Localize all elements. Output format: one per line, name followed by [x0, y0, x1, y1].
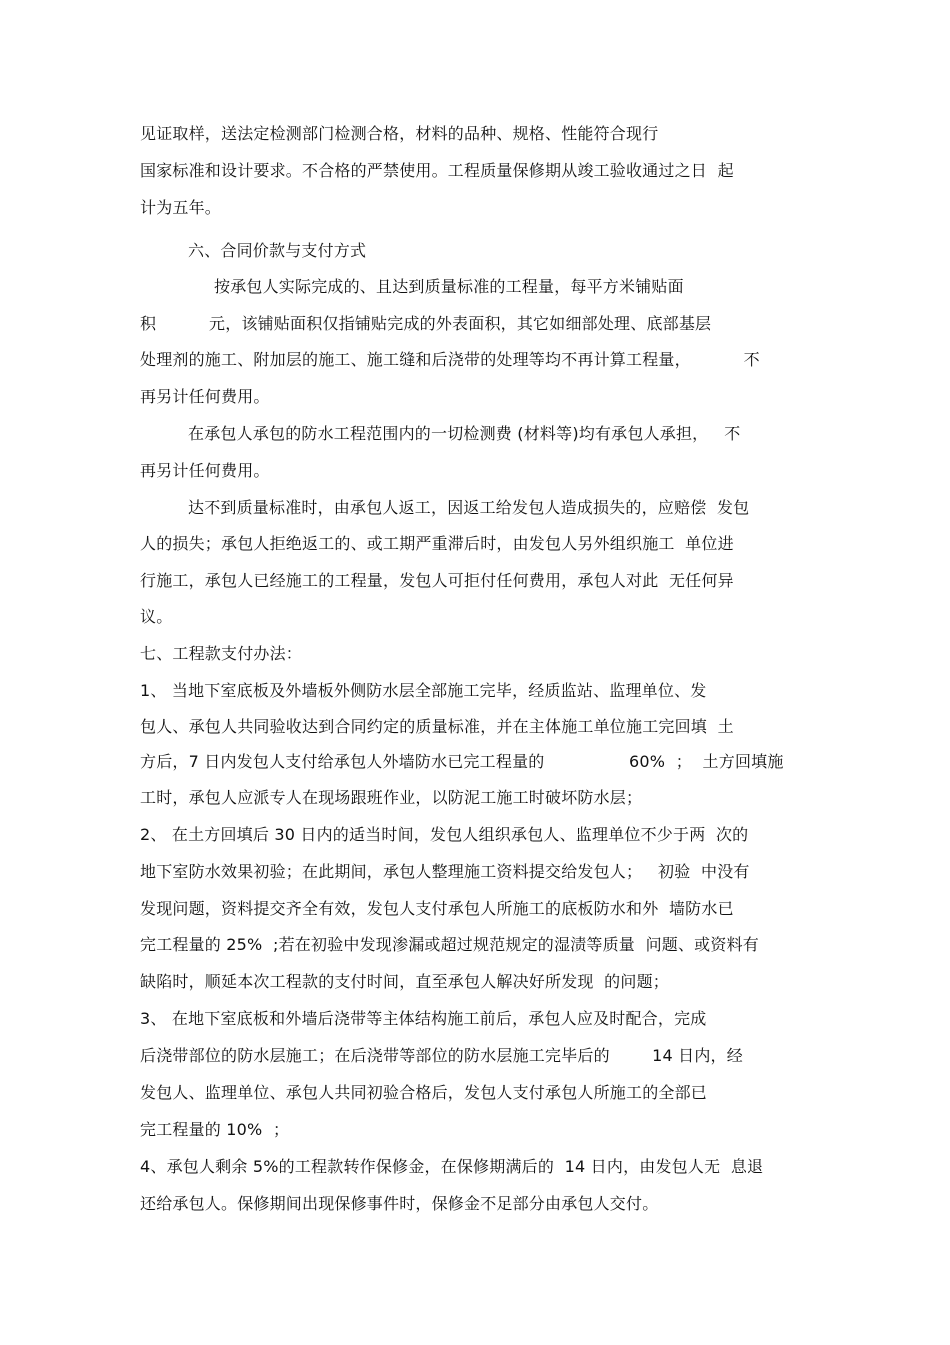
text-line: 后浇带部位的防水层施工；在后浇带等部位的防水层施工完毕后的 14 日内，经 [140, 1046, 743, 1065]
text-line: 缺陷时，顺延本次工程款的支付时间，直至承包人解决好所发现 的问题； [140, 972, 669, 991]
text-line: 发现问题，资料提交齐全有效，发包人支付承包人所施工的底板防水和外 墙防水已 [140, 899, 734, 918]
text-line: 见证取样，送法定检测部门检测合格，材料的品种、规格、性能符合现行 [140, 124, 659, 143]
text-line: 人的损失；承包人拒绝返工的、或工期严重滞后时，由发包人另外组织施工 单位进 [140, 534, 734, 553]
text-line: 议。 [140, 607, 173, 626]
section-heading: 六、合同价款与支付方式 [188, 241, 367, 260]
text-line: 还给承包人。保修期间出现保修事件时，保修金不足部分由承包人交付。 [140, 1194, 659, 1213]
text-line: 国家标准和设计要求。不合格的严禁使用。工程质量保修期从竣工验收通过之日 起 [140, 161, 734, 180]
text-line: 处理剂的施工、附加层的施工、施工缝和后浇带的处理等均不再计算工程量， 不 [140, 350, 760, 369]
text-line: 包人、承包人共同验收达到合同约定的质量标准，并在主体施工单位施工完回填 土 [140, 717, 734, 736]
text-line: 行施工，承包人已经施工的工程量，发包人可拒付任何费用，承包人对此 无任何异 [140, 571, 734, 590]
text-line: 发包人、监理单位、承包人共同初验合格后，发包人支付承包人所施工的全部已 [140, 1083, 708, 1102]
text-line: 计为五年。 [140, 198, 222, 217]
text-line: 地下室防水效果初验；在此期间，承包人整理施工资料提交给发包人； 初验 中没有 [140, 862, 750, 881]
text-line: 在承包人承包的防水工程范围内的一切检测费 (材料等)均有承包人承担， 不 [188, 424, 741, 443]
text-line: 方后，7 日内发包人支付给承包人外墙防水已完工程量的 60% ； 土方回填施 [140, 752, 784, 771]
section-heading: 七、工程款支付办法： [140, 644, 303, 663]
text-line: 4、承包人剩余 5%的工程款转作保修金，在保修期满后的 14 日内，由发包人无 息退 [140, 1157, 764, 1176]
text-line: 完工程量的 10% ； [140, 1120, 290, 1139]
text-line: 工时，承包人应派专人在现场跟班作业，以防泥工施工时破坏防水层； [140, 788, 643, 807]
text-line: 按承包人实际完成的、且达到质量标准的工程量，每平方米铺贴面 [214, 277, 684, 296]
text-line: 3、 在地下室底板和外墙后浇带等主体结构施工前后，承包人应及时配合，完成 [140, 1009, 707, 1028]
text-line: 再另计任何费用。 [140, 387, 270, 406]
text-line: 2、 在土方回填后 30 日内的适当时间，发包人组织承包人、监理单位不少于两 次的 [140, 825, 749, 844]
text-line: 1、 当地下室底板及外墙板外侧防水层全部施工完毕，经质监站、监理单位、发 [140, 681, 707, 700]
text-line: 完工程量的 25% ;若在初验中发现渗漏或超过规范规定的湿渍等质量 问题、或资料有 [140, 935, 759, 954]
text-line: 积 元，该铺贴面积仅指铺贴完成的外表面积，其它如细部处理、底部基层 [140, 314, 712, 333]
text-line: 再另计任何费用。 [140, 461, 270, 480]
text-line: 达不到质量标准时，由承包人返工，因返工给发包人造成损失的，应赔偿 发包 [188, 498, 750, 517]
